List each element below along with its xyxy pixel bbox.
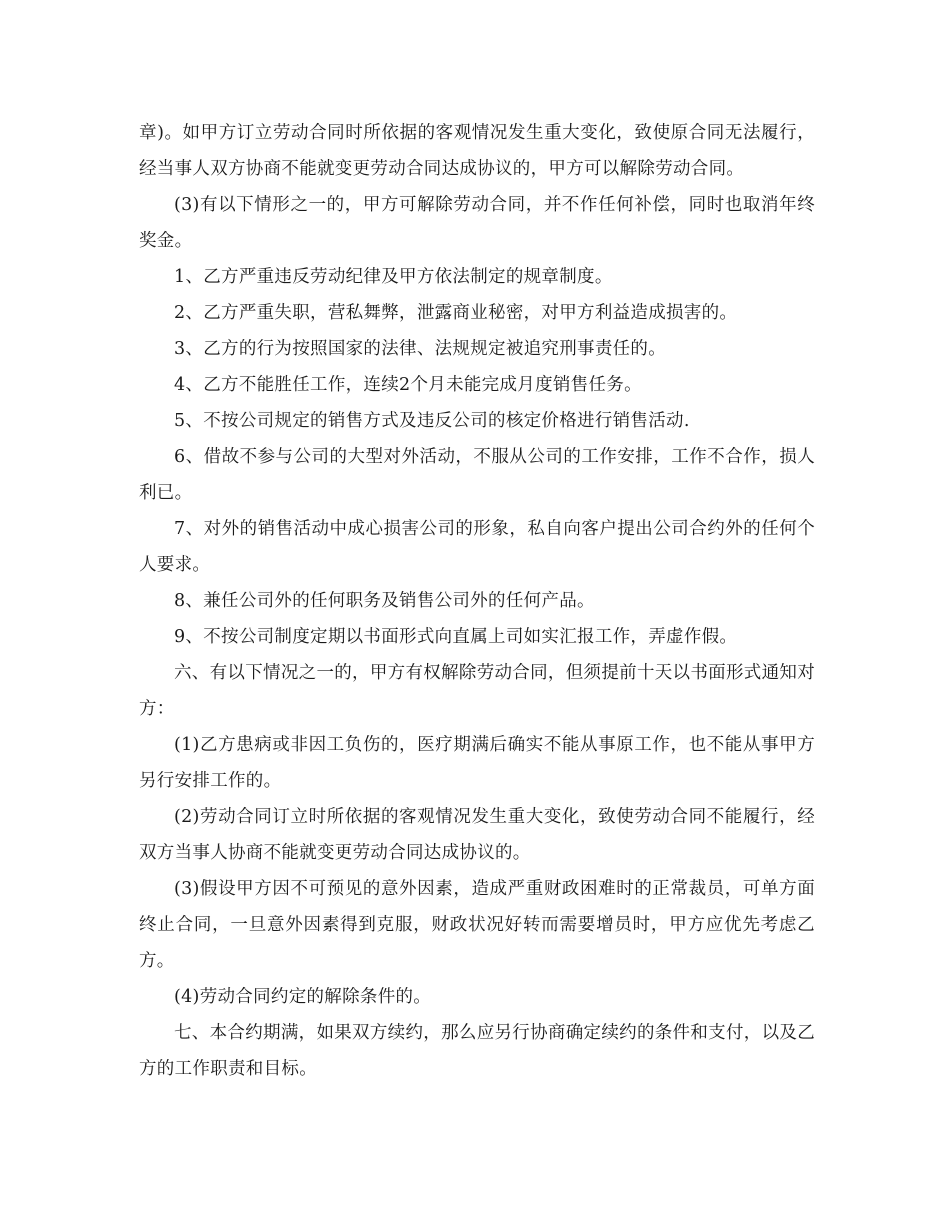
- list-item-2: 2、乙方严重失职，营私舞弊，泄露商业秘密，对甲方利益造成损害的。: [174, 303, 738, 323]
- section-six-item-1: (1)乙方患病或非因工负伤的，医疗期满后确实不能从事原工作，也不能从事甲方另行安排工作的。: [139, 735, 815, 791]
- list-item-8: 8、兼任公司外的任何职务及销售公司外的任何产品。: [174, 591, 595, 611]
- list-item-9: 9、不按公司制度定期以书面形式向直属上司如实汇报工作，弄虚作假。: [174, 627, 738, 647]
- section-six-item-2: (2)劳动合同订立时所依据的客观情况发生重大变化，致使劳动合同不能履行，经双方当事人协商不能就变更劳动合同达成协议的。: [139, 807, 815, 863]
- list-item-6: 6、借故不参与公司的大型对外活动，不服从公司的工作安排，工作不合作，损人利已。: [139, 447, 815, 503]
- paragraph-clause-3: (3)有以下情形之一的，甲方可解除劳动合同，并不作任何补偿，同时也取消年终奖金。: [139, 195, 815, 251]
- list-item-1: 1、乙方严重违反劳动纪律及甲方依法制定的规章制度。: [174, 267, 613, 287]
- section-six-item-4: (4)劳动合同约定的解除条件的。: [174, 987, 432, 1007]
- list-item-4: 4、乙方不能胜任工作，连续2个月未能完成月度销售任务。: [174, 375, 642, 395]
- list-item-7: 7、对外的销售活动中成心损害公司的形象，私自向客户提出公司合约外的任何个人要求。: [139, 519, 815, 575]
- section-six-item-3: (3)假设甲方因不可预见的意外因素，造成严重财政困难时的正常裁员，可单方面终止合同，一旦意外因素得到克服，财政状况好转而需要增员时，甲方应优先考虑乙方。: [139, 879, 815, 971]
- document-body: [139, 115, 815, 1087]
- paragraph-continuation: 章)。如甲方订立劳动合同时所依据的客观情况发生重大变化，致使原合同无法履行，经当事人双方协商不能就变更劳动合同达成协议的，甲方可以解除劳动合同。: [139, 123, 815, 179]
- section-six-heading: 六、有以下情况之一的，甲方有权解除劳动合同，但须提前十天以书面形式通知对方：: [139, 663, 815, 719]
- section-seven: 七、本合约期满，如果双方续约，那么应另行协商确定续约的条件和支付，以及乙方的工作职责和目标。: [139, 1023, 815, 1079]
- list-item-5: 5、不按公司规定的销售方式及违反公司的核定价格进行销售活动.: [174, 411, 690, 431]
- list-item-3: 3、乙方的行为按照国家的法律、法规规定被追究刑事责任的。: [174, 339, 667, 359]
